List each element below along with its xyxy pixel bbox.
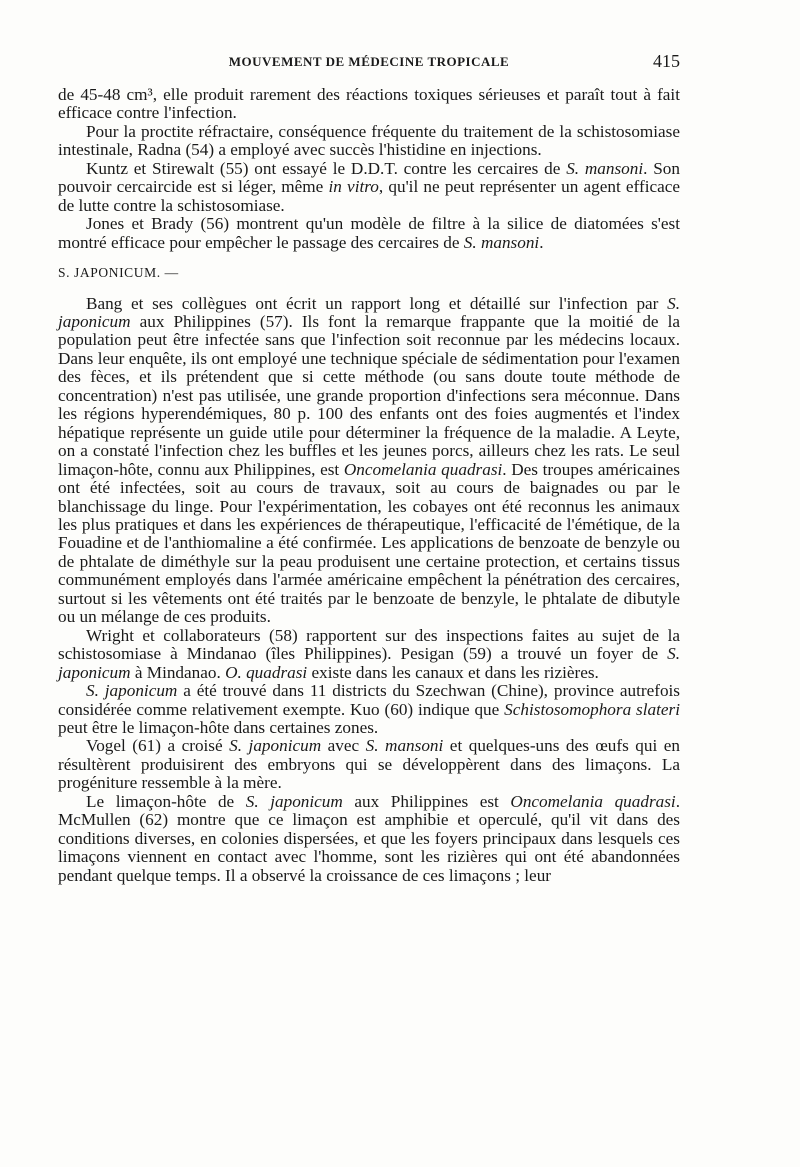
document-body — [58, 86, 680, 885]
section-heading: S. JAPONICUM. — — [58, 265, 179, 281]
paragraph: de 45-48 cm³, elle produit rarement des réactions toxiques sérieuses et paraît tout à fait efficace contre l'infection. — [58, 85, 680, 123]
paragraph: S. japonicum a été trouvé dans 11 districts du Szechwan (Chine), province autrefois considérée comme relativement exempte. Kuo (60) indique que Schistosomophora slateri peut être le limaçon-hôte dans certaines zones. — [58, 681, 680, 737]
paragraph: Le limaçon-hôte de S. japonicum aux Philippines est Oncomelania quadrasi. McMullen (62) montre que ce limaçon est amphibie et operculé, qu'il vit dans des conditions diverses, en colonies dispersées, et que les foyers principaux dans lesquels ces limaçons viennent en contact avec l'homme, sont les rizières qui ont été abandonnées pendant quelque temps. Il a observé la croissance de ces limaçons ; leur — [58, 791, 681, 885]
species-name: S. japonicum — [245, 791, 343, 811]
paragraph: Bang et ses collègues ont écrit un rapport long et détaillé sur l'infection par S. japonicum aux Philippines (57). Ils font la remarque frappante que la moitié de la population peut être infectée sans que l'infection soit reconnue par les médecins locaux. Dans leur enquête, ils ont employé une technique spéciale de sédimentation pour l'examen des fèces, et ils prétendent que si cette méthode (ou sans doute toute méthode de concentration) n'est pas utilisée, une grande proportion d'infections sera méconnue. Dans les régions hyperendémiques, 80 p. 100 des enfants ont des foies augmentés et l'index hépatique représente un guide utile pour déterminer la fréquence de la maladie. A Leyte, on a constaté l'infection chez les buffles et les jeunes porcs, ailleurs chez les rats. Le seul limaçon-hôte, connu aux Philippines, est Oncomelania quadrasi. Des troupes américaines ont été infectées, soit au cours de travaux, soit au cours de baignades ou par le blanchissage du linge. Pour l'expérimentation, les cobayes ont été reconnus les animaux les plus pratiques et dans les expériences de thérapeutique, l'efficacité de l'émétique, de la Fouadine et de l'anthiomaline a été confirmée. Les applications de benzoate de benzyle ou de phtalate de diméthyle sur la peau produisent une certaine protection, et certains tissus communément employés dans l'armée américaine empêchent la pénétration des cercaires, surtout si les vêtements ont été traités par le benzoate de benzyle, le phtalate de dibutyle ou un mélange de ces produits. — [58, 293, 680, 627]
species-name: S. mansoni — [463, 232, 540, 252]
species-name: S. mansoni — [566, 158, 644, 178]
latin-term: in vitro — [328, 177, 379, 197]
page-header — [58, 51, 680, 75]
page-number: 415 — [653, 51, 680, 71]
species-name: S. mansoni — [365, 736, 444, 756]
species-name: S. japonicum — [58, 644, 680, 682]
species-name: S. japonicum — [229, 736, 322, 756]
paragraph: Jones et Brady (56) montrent qu'un modèle de filtre à la silice de diatomées s'est montré efficace pour empêcher le passage des cercaires de S. mansoni. — [58, 214, 680, 252]
paragraph: Pour la proctite réfractaire, conséquence fréquente du traitement de la schistosomiase intestinale, Radna (54) a employé avec succès l'histidine en injections. — [58, 121, 680, 160]
running-title: MOUVEMENT DE MÉDECINE TROPICALE — [228, 54, 510, 69]
paragraph: Kuntz et Stirewalt (55) ont essayé le D.D.T. contre les cercaires de S. mansoni. Son pouvoir cercaircide est si léger, même in vitro, qu'il ne peut représenter un agent efficace de lutte contre la schistosomiase. — [58, 158, 680, 215]
paragraph: Vogel (61) a croisé S. japonicum avec S. mansoni et quelques-uns des œufs qui en résultèrent produisirent des embryons qui se développèrent dans des limaçons. La progéniture ressemble à la mère. — [58, 736, 680, 793]
species-name: S. japonicum — [86, 681, 178, 701]
species-name: Oncomelania quadrasi — [343, 459, 503, 479]
species-name: O. quadrasi — [225, 662, 308, 682]
species-name: Oncomelania quadrasi — [510, 791, 676, 811]
species-name: S. japonicum — [58, 293, 680, 331]
paragraph: Wright et collaborateurs (58) rapportent sur des inspections faites au sujet de la schistosomiase à Mindanao (îles Philippines). Pesigan (59) a trouvé un foyer de S. japonicum à Mindanao. O. quadrasi existe dans les canaux et dans les rizières. — [58, 625, 680, 682]
species-name: Schistosomophora slateri — [504, 699, 680, 719]
